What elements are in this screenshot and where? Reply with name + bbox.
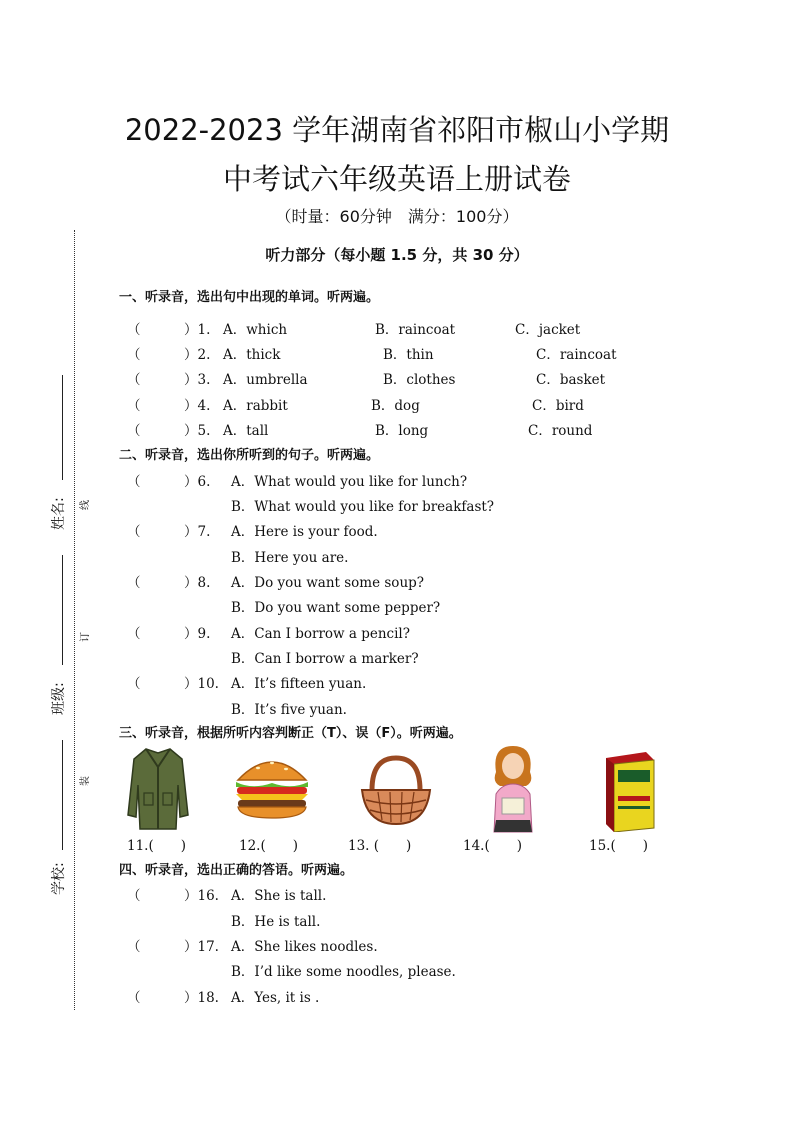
q16-number: ）16. bbox=[184, 888, 219, 904]
listening-header: 听力部分（每小题 1.5 分，共 30 分） bbox=[265, 246, 529, 264]
q17-option-a: A．She likes noodles. bbox=[231, 939, 378, 955]
q1-option-a: A．which bbox=[223, 322, 288, 338]
answer-paren[interactable]: （ bbox=[127, 372, 141, 388]
q16-option-a: A．She is tall. bbox=[231, 888, 327, 904]
q2-option-a: A．thick bbox=[223, 347, 281, 363]
name-underline bbox=[62, 375, 63, 480]
xian-mark: 线 bbox=[80, 500, 91, 510]
school-label: 学校: bbox=[51, 862, 67, 895]
school-underline bbox=[62, 740, 63, 850]
q3-number: ）3. bbox=[184, 372, 211, 388]
q8-option-a: A．Do you want some soup? bbox=[231, 575, 425, 591]
q2-option-c: C．raincoat bbox=[536, 347, 617, 363]
class-label: 班级: bbox=[51, 682, 67, 715]
zhuang-mark: 装 bbox=[80, 776, 91, 786]
q12-label[interactable]: 12.( ) bbox=[239, 838, 299, 854]
q7-option-a: A．Here is your food. bbox=[231, 524, 378, 540]
answer-paren[interactable]: （ bbox=[127, 990, 141, 1006]
q2-number: ）2. bbox=[184, 347, 211, 363]
answer-paren[interactable]: （ bbox=[127, 322, 141, 338]
answer-paren[interactable]: （ bbox=[127, 676, 141, 692]
q10-option-a: A．It’s fifteen yuan. bbox=[231, 676, 367, 692]
q18-option-a: A．Yes, it is . bbox=[231, 990, 320, 1006]
q5-option-a: A．tall bbox=[223, 423, 269, 439]
q9-number: ）9. bbox=[184, 626, 211, 642]
q5-option-c: C．round bbox=[528, 423, 593, 439]
answer-paren[interactable]: （ bbox=[127, 888, 141, 904]
q6-option-a: A．What would you like for lunch? bbox=[231, 474, 468, 490]
answer-paren[interactable]: （ bbox=[127, 939, 141, 955]
q9-option-b: B．Can I borrow a marker? bbox=[231, 651, 419, 667]
class-underline bbox=[62, 555, 63, 665]
q18-number: ）18. bbox=[184, 990, 219, 1006]
q7-number: ）7. bbox=[184, 524, 211, 540]
q13-label[interactable]: 13. ( ) bbox=[348, 838, 412, 854]
q4-number: ）4. bbox=[184, 398, 211, 414]
q4-option-a: A．rabbit bbox=[223, 398, 288, 414]
q17-number: ）17. bbox=[184, 939, 219, 955]
q3-option-c: C．basket bbox=[536, 372, 606, 388]
q6-option-b: B．What would you like for breakfast? bbox=[231, 499, 495, 515]
answer-paren[interactable]: （ bbox=[127, 626, 141, 642]
q15-label[interactable]: 15.( ) bbox=[589, 838, 649, 854]
answer-paren[interactable]: （ bbox=[127, 347, 141, 363]
q8-option-b: B．Do you want some pepper? bbox=[231, 600, 441, 616]
q14-label[interactable]: 14.( ) bbox=[463, 838, 523, 854]
title-line-1: 2022-2023 学年湖南省祁阳市椒山小学期 bbox=[124, 113, 670, 147]
q8-number: ）8. bbox=[184, 575, 211, 591]
section3-title: 三、听录音，根据所听内容判断正（T）、误（F）。听两遍。 bbox=[119, 726, 462, 741]
answer-paren[interactable]: （ bbox=[127, 474, 141, 490]
q1-option-b: B．raincoat bbox=[375, 322, 456, 338]
binding-dotted-line bbox=[74, 230, 75, 1010]
title-line-2: 中考试六年级英语上册试卷 bbox=[222, 162, 571, 196]
hamburger-picture bbox=[232, 750, 312, 820]
dictionary-picture bbox=[598, 748, 658, 832]
answer-paren[interactable]: （ bbox=[127, 398, 141, 414]
basket-picture bbox=[358, 752, 434, 828]
section2-title: 二、听录音，选出你所听到的句子。听两遍。 bbox=[119, 448, 380, 463]
q10-option-b: B．It’s five yuan. bbox=[231, 702, 347, 718]
q10-number: ）10. bbox=[184, 676, 219, 692]
q11-label[interactable]: 11.( ) bbox=[127, 838, 187, 854]
q2-option-b: B．thin bbox=[383, 347, 434, 363]
name-label: 姓名: bbox=[51, 497, 67, 530]
answer-paren[interactable]: （ bbox=[127, 524, 141, 540]
answer-paren[interactable]: （ bbox=[127, 575, 141, 591]
q16-option-b: B．He is tall. bbox=[231, 914, 321, 930]
q1-option-c: C．jacket bbox=[515, 322, 581, 338]
q4-option-b: B．dog bbox=[371, 398, 420, 414]
ding-mark: 订 bbox=[80, 632, 91, 642]
q5-option-b: B．long bbox=[375, 423, 429, 439]
answer-paren[interactable]: （ bbox=[127, 423, 141, 439]
q17-option-b: B．I’d like some noodles, please. bbox=[231, 964, 456, 980]
q3-option-b: B．clothes bbox=[383, 372, 456, 388]
q5-number: ）5. bbox=[184, 423, 211, 439]
q4-option-c: C．bird bbox=[532, 398, 584, 414]
time-info: （时量：60分钟 满分：100分） bbox=[275, 207, 519, 226]
section4-title: 四、听录音，选出正确的答语。听两遍。 bbox=[119, 863, 354, 878]
q1-number: ）1. bbox=[184, 322, 211, 338]
section1-title: 一、听录音，选出句中出现的单词。听两遍。 bbox=[119, 290, 380, 305]
q3-option-a: A．umbrella bbox=[223, 372, 308, 388]
q9-option-a: A．Can I borrow a pencil? bbox=[231, 626, 410, 642]
jacket-picture bbox=[126, 745, 190, 831]
woman-picture bbox=[482, 742, 544, 834]
q6-number: ）6. bbox=[184, 474, 211, 490]
q7-option-b: B．Here you are. bbox=[231, 550, 349, 566]
